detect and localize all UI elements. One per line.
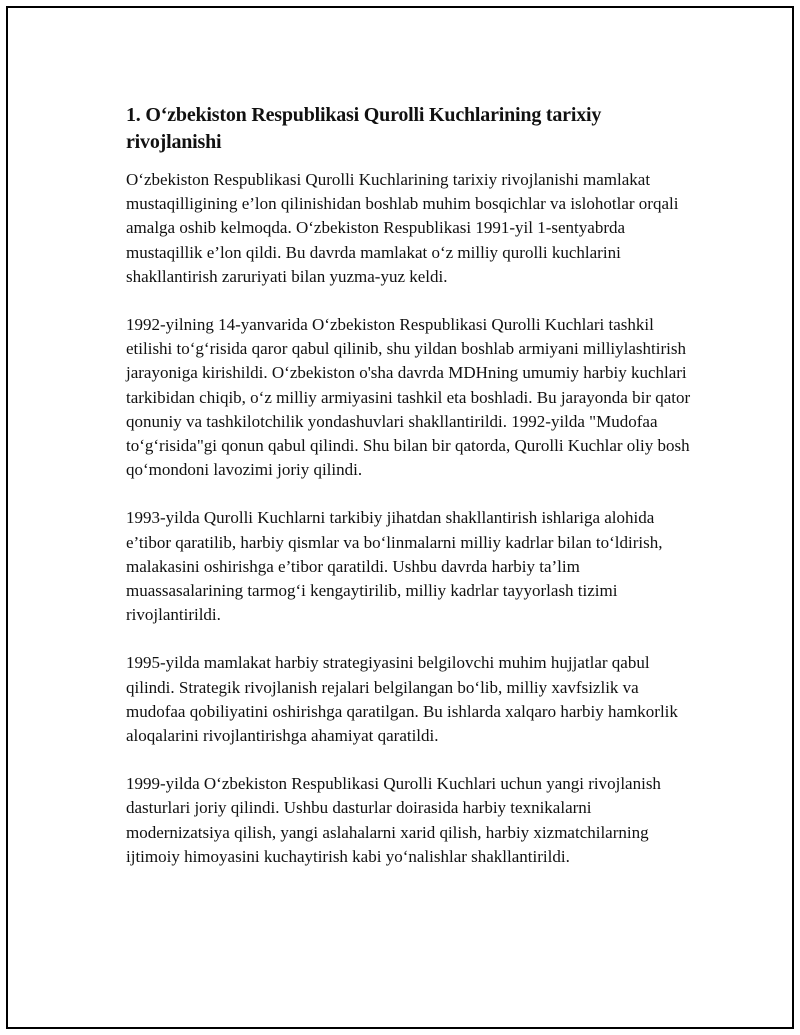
- section-heading: 1. O‘zbekiston Respublikasi Qurolli Kuchlarining tarixiy rivojlanishi: [126, 104, 602, 153]
- document-body: [126, 102, 698, 869]
- paragraph-3: 1993-yilda Qurolli Kuchlarni tarkibiy jihatdan shakllantirish ishlariga alohida e’tibor qaratilib, harbiy qismlar va bo‘linmalarni milliy kadrlar bilan to‘ldirish, malakasini oshirishga e’tibor qaratildi. Ushbu davrda harbiy ta’lim muassasalarining tarmog‘i kengaytirilib, milliy kadrlar tayyorlash tizimi rivojlantirildi.: [126, 508, 663, 625]
- paragraph-5: 1999-yilda O‘zbekiston Respublikasi Qurolli Kuchlari uchun yangi rivojlanish dasturlari joriy qilindi. Ushbu dasturlar doirasida harbiy texnikalarni modernizatsiya qilish, yangi aslahalarni xarid qilish, harbiy xizmatchilarning ijtimoiy himoyasini kuchaytirish kabi yo‘nalishlar shakllantirildi.: [126, 774, 661, 866]
- paragraph-1: O‘zbekiston Respublikasi Qurolli Kuchlarining tarixiy rivojlanishi mamlakat mustaqilligining e’lon qilinishidan boshlab muhim bosqichlar va islohotlar orqali amalga oshib kelmoqda. O‘zbekiston Respublikasi 1991-yil 1-sentyabrda mustaqillik e’lon qildi. Bu davrda mamlakat o‘z milliy qurolli kuchlarini shakllantirish zaruriyati bilan yuzma-yuz keldi.: [126, 170, 679, 286]
- paragraph-2: 1992-yilning 14-yanvarida O‘zbekiston Respublikasi Qurolli Kuchlari tashkil etilishi to‘g‘risida qaror qabul qilinib, shu yildan boshlab armiyani milliylashtirish jarayoniga kirishildi. O‘zbekiston o'sha davrda MDHning umumiy harbiy kuchlari tarkibidan chiqib, o‘z milliy armiyasini tashkil eta boshladi. Bu jarayonda bir qator qonuniy va tashkilotchilik yondashuvlari shakllantirildi. 1992-yilda "Mudofaa to‘g‘risida"gi qonun qabul qilindi. Shu bilan bir qatorda, Qurolli Kuchlar oliy bosh qo‘mondoni lavozimi joriy qilindi.: [126, 315, 691, 480]
- page-frame: [6, 6, 794, 1029]
- paragraph-4: 1995-yilda mamlakat harbiy strategiyasini belgilovchi muhim hujjatlar qabul qilindi. Strategik rivojlanish rejalari belgilangan bo‘lib, milliy xavfsizlik va mudofaa qobiliyatini oshirishga qaratilgan. Bu ishlarda xalqaro harbiy hamkorlik aloqalarini rivojlantirishga ahamiyat qaratildi.: [126, 653, 678, 746]
